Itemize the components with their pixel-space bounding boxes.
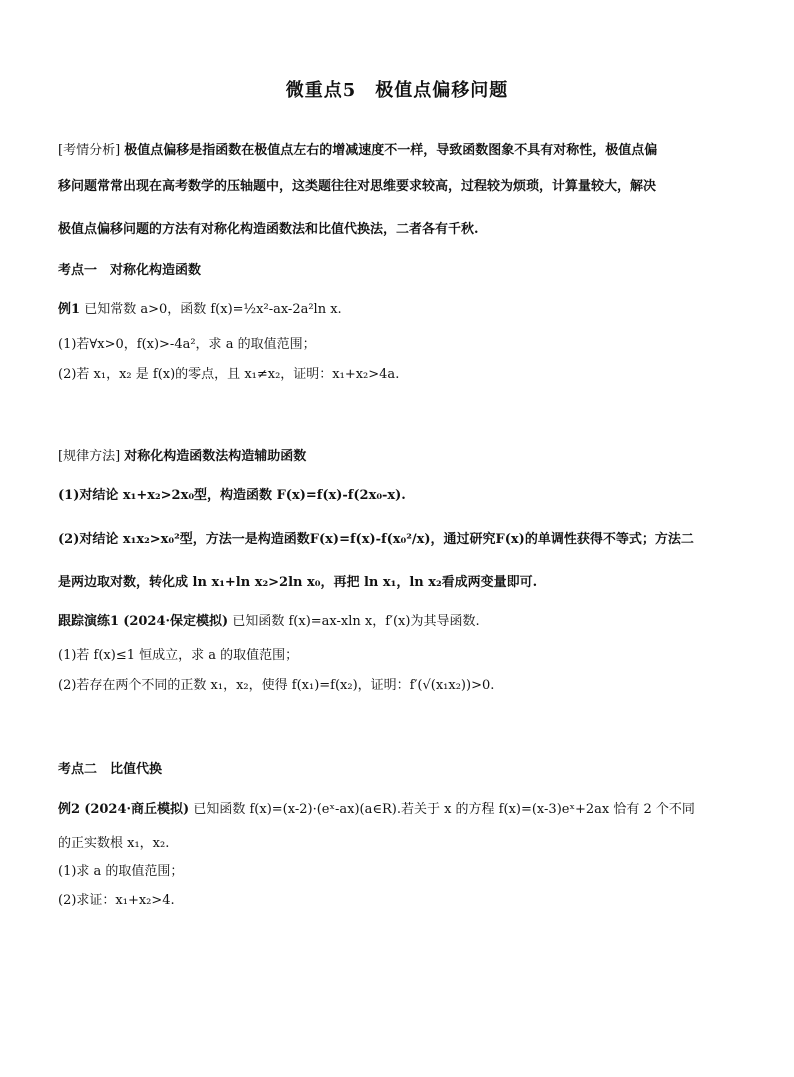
method-2b: 是两边取对数，转化成 ln x₁+ln x₂>2ln x₀，再把 ln x₁，ln x₂看成两变量即可.	[58, 575, 538, 590]
example-1-label: 例1	[58, 302, 81, 317]
example-2-stem-1	[58, 800, 748, 820]
practice-1-q2: (2)若存在两个不同的正数 x₁，x₂，使得 f(x₁)=f(x₂)，证明：f′(√(x₁x₂))>0.	[58, 678, 495, 693]
method-tag: [规律方法]	[58, 449, 121, 464]
example-2-stem-2: 的正实数根 x₁，x₂.	[58, 836, 170, 851]
example-2-text-1: 已知函数 f(x)=(x-2)·(eˣ-ax)(a∈R).若关于 x 的方程 f(x)=(x-3)eˣ+2ax 恰有 2 个不同	[193, 802, 695, 817]
example-2-q1: (1)求 a 的取值范围；	[58, 864, 184, 879]
example-1-q1: (1)若∀x>0，f(x)>-4a²，求 a 的取值范围；	[58, 337, 316, 352]
practice-1-source: (2024·保定模拟)	[123, 614, 229, 629]
section-heading-1: 考点一 对称化构造函数	[58, 263, 202, 278]
practice-1-stem	[58, 612, 748, 632]
method-heading	[58, 447, 748, 467]
practice-1-label: 跟踪演练1	[58, 614, 120, 629]
example-2-q2: (2)求证：x₁+x₂>4.	[58, 893, 175, 908]
method-2a: (2)对结论 x₁x₂>x₀²型，方法一是构造函数F(x)=f(x)-f(x₀²/x)，通过研究F(x)的单调性获得不等式；方法二	[58, 532, 694, 547]
practice-1-text: 已知函数 f(x)=ax-xln x，f′(x)为其导函数.	[232, 614, 480, 629]
example-1-q2: (2)若 x₁，x₂ 是 f(x)的零点，且 x₁≠x₂，证明：x₁+x₂>4a.	[58, 367, 400, 382]
analysis-tag: [考情分析]	[58, 143, 121, 158]
analysis-text-2: 移问题常常出现在高考数学的压轴题中，这类题往往对思维要求较高，过程较为烦琐，计算量较大，解决	[58, 179, 657, 194]
example-1-stem	[58, 300, 748, 320]
analysis-text-1: 极值点偏移是指函数在极值点左右的增减速度不一样，导致函数图象不具有对称性，极值点偏	[124, 143, 658, 158]
method-title: 对称化构造函数法构造辅助函数	[124, 449, 307, 464]
example-2-source: (2024·商丘模拟)	[84, 802, 190, 817]
page-title: 微重点5 极值点偏移问题	[285, 80, 509, 101]
method-1: (1)对结论 x₁+x₂>2x₀型，构造函数 F(x)=f(x)-f(2x₀-x).	[58, 488, 406, 503]
analysis-line-1	[58, 141, 748, 161]
section-heading-2: 考点二 比值代换	[58, 762, 163, 777]
analysis-text-3: 极值点偏移问题的方法有对称化构造函数法和比值代换法，二者各有千秋.	[58, 222, 479, 237]
practice-1-q1: (1)若 f(x)≤1 恒成立，求 a 的取值范围；	[58, 648, 299, 663]
example-1-text: 已知常数 a>0，函数 f(x)=½x²-ax-2a²ln x.	[84, 302, 342, 317]
example-2-label: 例2	[58, 802, 81, 817]
